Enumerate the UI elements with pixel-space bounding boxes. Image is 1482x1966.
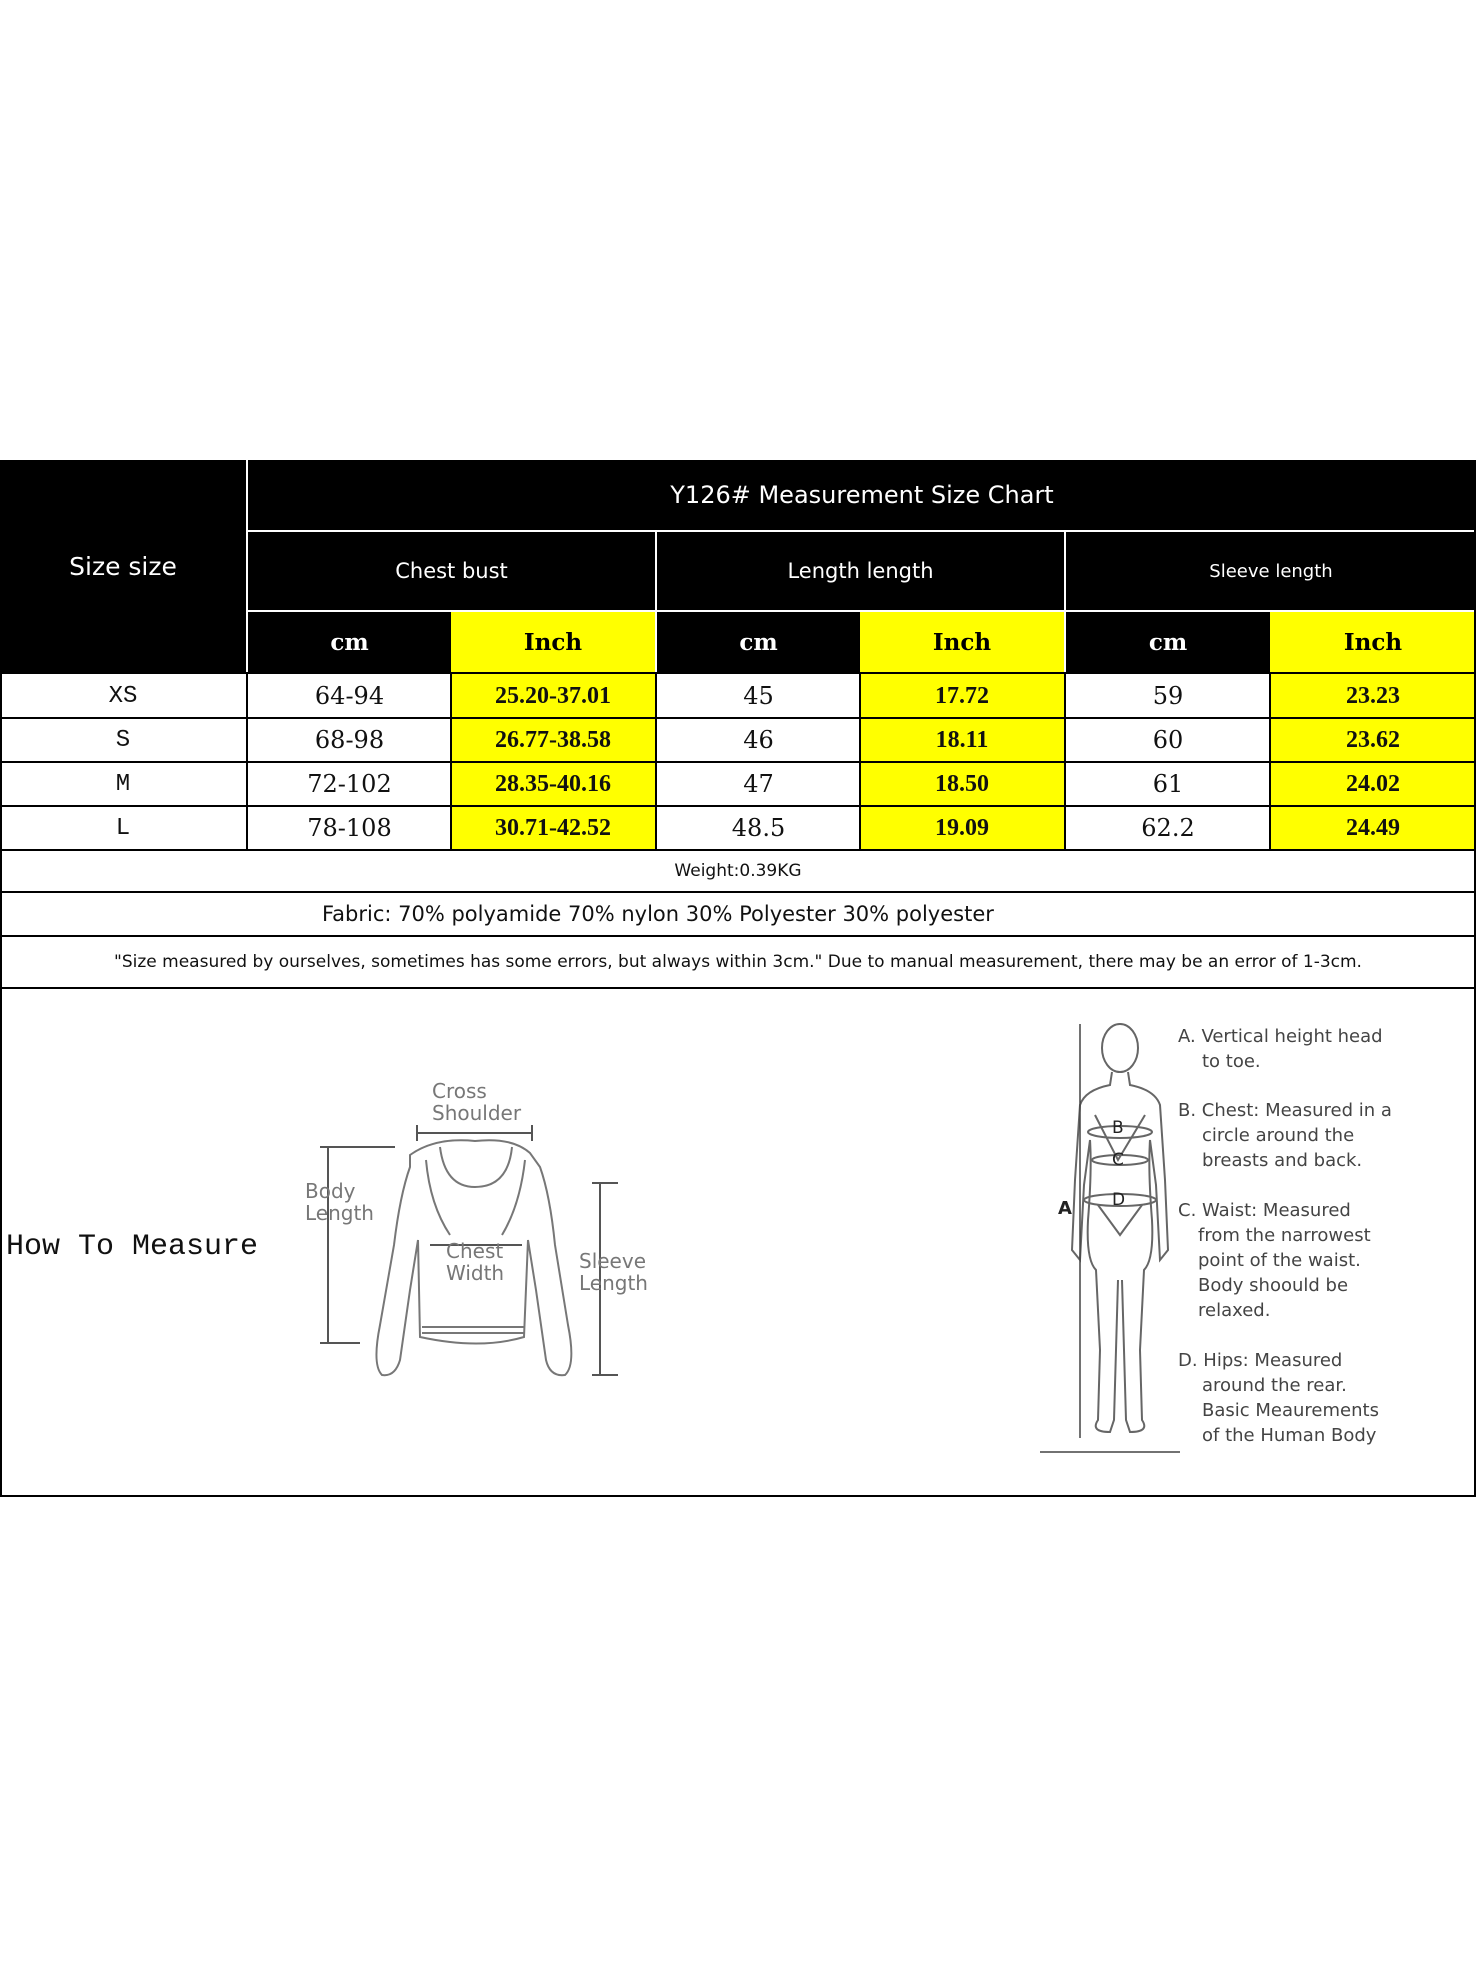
legend-c-line: point of the waist. bbox=[1198, 1250, 1361, 1271]
fabric-row bbox=[0, 893, 1476, 935]
col-divider bbox=[1064, 672, 1066, 850]
col-divider bbox=[450, 672, 452, 850]
cross-shoulder-label bbox=[432, 1080, 521, 1124]
legend-b-line: B. Chest: Measured in a bbox=[1178, 1100, 1392, 1121]
title-cell bbox=[248, 460, 1476, 530]
row-sleeve-inch: 23.62 bbox=[1270, 718, 1476, 762]
row-size: L bbox=[115, 814, 131, 842]
body-diagram bbox=[1040, 1020, 1180, 1460]
chest-width-line1: Chest bbox=[446, 1239, 504, 1263]
sleeve-length-line1: Sleeve bbox=[579, 1249, 647, 1273]
row-divider bbox=[0, 805, 1476, 807]
col-divider bbox=[655, 672, 657, 850]
row-length-inch: 17.72 bbox=[860, 674, 1064, 718]
legend-c-line: relaxed. bbox=[1198, 1300, 1271, 1321]
row-divider bbox=[0, 672, 1476, 674]
legend-d-line: of the Human Body bbox=[1202, 1425, 1377, 1446]
row-length-cm: 45 bbox=[743, 682, 774, 710]
row-sleeve-inch: 23.23 bbox=[1270, 674, 1476, 718]
row-chest-inch: 26.77-38.58 bbox=[451, 718, 655, 762]
row-chest-cm: 72-102 bbox=[307, 770, 392, 798]
sleeve-length-label bbox=[579, 1250, 648, 1294]
row-chest-cm: 68-98 bbox=[314, 726, 385, 754]
marker-c: C bbox=[1112, 1150, 1124, 1170]
legend-a bbox=[1178, 1024, 1383, 1074]
bottom-border bbox=[0, 1495, 1476, 1497]
row-size: XS bbox=[108, 682, 138, 710]
unit-sleeve-inch: Inch bbox=[1270, 612, 1476, 672]
legend-a-line: A. Vertical height head bbox=[1178, 1026, 1383, 1047]
row-divider bbox=[0, 717, 1476, 719]
row-chest-inch: 25.20-37.01 bbox=[451, 674, 655, 718]
fabric-text: Fabric: 70% polyamide 70% nylon 30% Polyester 30% polyester bbox=[322, 902, 994, 926]
marker-d: D bbox=[1112, 1190, 1126, 1210]
group-sleeve-label: Sleeve length bbox=[1209, 560, 1333, 582]
legend-d-line: around the rear. bbox=[1202, 1375, 1347, 1396]
group-sleeve-cell bbox=[1066, 532, 1476, 610]
col-divider bbox=[859, 672, 861, 850]
body-length-line1: Body bbox=[305, 1179, 356, 1203]
row-chest-cm: 64-94 bbox=[314, 682, 385, 710]
group-chest-label: Chest bust bbox=[395, 559, 508, 583]
size-header: Size size bbox=[69, 551, 177, 581]
row-chest-inch: 28.35-40.16 bbox=[451, 762, 655, 806]
row-sleeve-cm: 61 bbox=[1152, 770, 1184, 798]
legend-c-line: from the narrowest bbox=[1198, 1225, 1371, 1246]
body-length-label bbox=[305, 1180, 374, 1224]
marker-a: A bbox=[1058, 1198, 1072, 1219]
unit-chest-inch: Inch bbox=[451, 612, 655, 672]
legend-d bbox=[1178, 1348, 1379, 1448]
weight-text: Weight:0.39KG bbox=[674, 861, 802, 881]
row-length-inch: 18.50 bbox=[860, 762, 1064, 806]
unit-chest-cm: cm bbox=[248, 612, 451, 672]
row-sleeve-cm: 62.2 bbox=[1141, 814, 1195, 842]
row-size: M bbox=[115, 770, 131, 798]
legend-b bbox=[1178, 1098, 1392, 1173]
note-row bbox=[0, 937, 1476, 987]
chest-width-line2: Width bbox=[446, 1261, 505, 1285]
cross-shoulder-line2: Shoulder bbox=[432, 1101, 522, 1125]
legend-b-line: circle around the bbox=[1202, 1125, 1355, 1146]
marker-b: B bbox=[1112, 1118, 1124, 1138]
row-chest-cm: 78-108 bbox=[307, 814, 392, 842]
col-divider bbox=[246, 672, 248, 850]
row-length-cm: 46 bbox=[743, 726, 774, 754]
row-sleeve-cm: 59 bbox=[1152, 682, 1184, 710]
row-length-cm: 48.5 bbox=[731, 814, 786, 842]
unit-sleeve-cm: cm bbox=[1066, 612, 1270, 672]
unit-length-cm: cm bbox=[657, 612, 860, 672]
row-sleeve-cm: 60 bbox=[1152, 726, 1184, 754]
legend-d-line: D. Hips: Measured bbox=[1178, 1350, 1343, 1371]
group-length-cell bbox=[657, 532, 1064, 610]
legend-c-line: Body shoould be bbox=[1198, 1275, 1349, 1296]
how-to-measure-label: How To Measure bbox=[6, 1230, 259, 1264]
row-divider bbox=[0, 761, 1476, 763]
row-size: S bbox=[115, 726, 131, 754]
note-text: "Size measured by ourselves, sometimes has some errors, but always within 3cm." Due to manual measurement, there may be an error of 1-3cm. bbox=[114, 952, 1362, 972]
legend-c bbox=[1178, 1198, 1371, 1323]
sleeve-length-line2: Length bbox=[579, 1271, 648, 1295]
legend-c-line: C. Waist: Measured bbox=[1178, 1200, 1351, 1221]
legend-d-line: Basic Meaurements bbox=[1202, 1400, 1379, 1421]
chart-title: Y126# Measurement Size Chart bbox=[670, 481, 1054, 509]
row-divider bbox=[0, 987, 1476, 989]
chest-width-label bbox=[446, 1240, 504, 1284]
unit-length-inch: Inch bbox=[860, 612, 1064, 672]
legend-a-line: to toe. bbox=[1202, 1051, 1261, 1072]
size-header-cell bbox=[0, 460, 246, 672]
row-length-inch: 19.09 bbox=[860, 806, 1064, 850]
row-length-inch: 18.11 bbox=[860, 718, 1064, 762]
body-length-line2: Length bbox=[305, 1201, 374, 1225]
group-chest-cell bbox=[248, 532, 655, 610]
row-sleeve-inch: 24.02 bbox=[1270, 762, 1476, 806]
row-length-cm: 47 bbox=[743, 770, 774, 798]
col-divider bbox=[1269, 672, 1271, 850]
weight-row bbox=[0, 851, 1476, 891]
row-sleeve-inch: 24.49 bbox=[1270, 806, 1476, 850]
group-length-label: Length length bbox=[787, 559, 934, 583]
cross-shoulder-line1: Cross bbox=[432, 1079, 487, 1103]
row-chest-inch: 30.71-42.52 bbox=[451, 806, 655, 850]
legend-b-line: breasts and back. bbox=[1202, 1150, 1363, 1171]
